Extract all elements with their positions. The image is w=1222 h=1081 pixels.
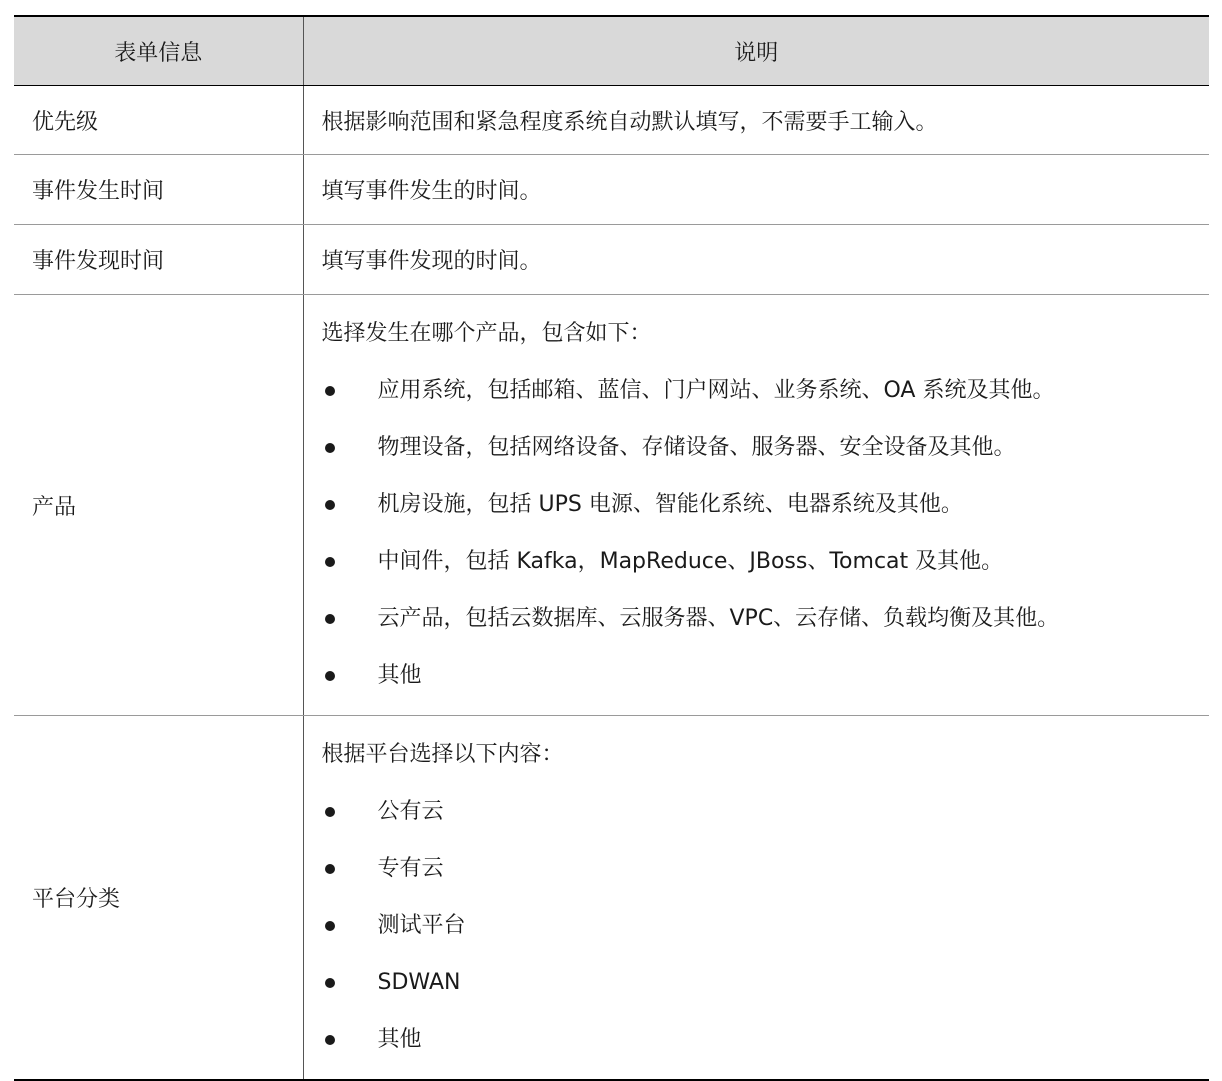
bullet-icon — [325, 978, 335, 988]
bullet-list — [322, 783, 1210, 1068]
field-name: 优先级 — [14, 86, 303, 155]
bullet-icon — [325, 443, 335, 453]
list-item — [322, 533, 1210, 590]
bullet-icon — [325, 557, 335, 567]
field-name: 事件发现时间 — [14, 225, 303, 295]
form-info-table — [14, 15, 1209, 1081]
field-description: 填写事件发生的时间。 — [303, 155, 1209, 225]
list-item-text: 其他 — [377, 1027, 422, 1052]
bullet-icon — [325, 500, 335, 510]
bullet-icon — [325, 386, 335, 396]
bullet-icon — [325, 614, 335, 624]
list-item — [322, 1011, 1210, 1068]
list-item — [322, 362, 1210, 419]
list-item-text: 其他 — [377, 663, 422, 688]
list-item-text: 物理设备，包括网络设备、存储设备、服务器、安全设备及其他。 — [377, 435, 1016, 460]
list-item-text: 机房设施，包括 UPS 电源、智能化系统、电器系统及其他。 — [377, 492, 963, 517]
list-item — [322, 840, 1210, 897]
list-item-text: 公有云 — [377, 799, 444, 824]
description-intro: 根据平台选择以下内容： — [321, 742, 564, 767]
list-item-text: 中间件，包括 Kafka，MapReduce、JBoss、Tomcat 及其他。 — [377, 549, 1004, 574]
list-item — [322, 954, 1210, 1011]
list-item — [322, 476, 1210, 533]
list-item — [322, 647, 1210, 704]
field-description: 根据影响范围和紧急程度系统自动默认填写，不需要手工输入。 — [303, 86, 1209, 155]
bullet-icon — [325, 921, 335, 931]
field-description — [303, 716, 1209, 1081]
list-item-text: 专有云 — [377, 856, 444, 881]
bullet-icon — [325, 807, 335, 817]
field-name: 事件发生时间 — [14, 155, 303, 225]
field-description: 填写事件发现的时间。 — [303, 225, 1209, 295]
bullet-icon — [325, 671, 335, 681]
table-row-priority — [14, 86, 1209, 155]
header-field: 表单信息 — [14, 16, 303, 86]
bullet-icon — [325, 864, 335, 874]
list-item — [322, 783, 1210, 840]
table-row-discover-time — [14, 225, 1209, 295]
list-item — [322, 590, 1210, 647]
list-item-text: 应用系统，包括邮箱、蓝信、门户网站、业务系统、OA 系统及其他。 — [377, 378, 1055, 403]
table-row-occur-time — [14, 155, 1209, 225]
list-item — [322, 897, 1210, 954]
table-row-platform — [14, 716, 1209, 1081]
list-item-text: 测试平台 — [377, 913, 466, 938]
description-intro: 选择发生在哪个产品，包含如下： — [321, 321, 652, 346]
field-description — [303, 295, 1209, 716]
list-item — [322, 419, 1210, 476]
bullet-icon — [325, 1035, 335, 1045]
bullet-list — [322, 362, 1210, 704]
table-header-row — [14, 16, 1209, 86]
list-item-text: 云产品，包括云数据库、云服务器、VPC、云存储、负载均衡及其他。 — [377, 606, 1060, 631]
field-name: 产品 — [14, 295, 303, 716]
header-description: 说明 — [303, 16, 1209, 86]
field-name: 平台分类 — [14, 716, 303, 1081]
table-row-product — [14, 295, 1209, 716]
list-item-text: SDWAN — [377, 970, 461, 995]
